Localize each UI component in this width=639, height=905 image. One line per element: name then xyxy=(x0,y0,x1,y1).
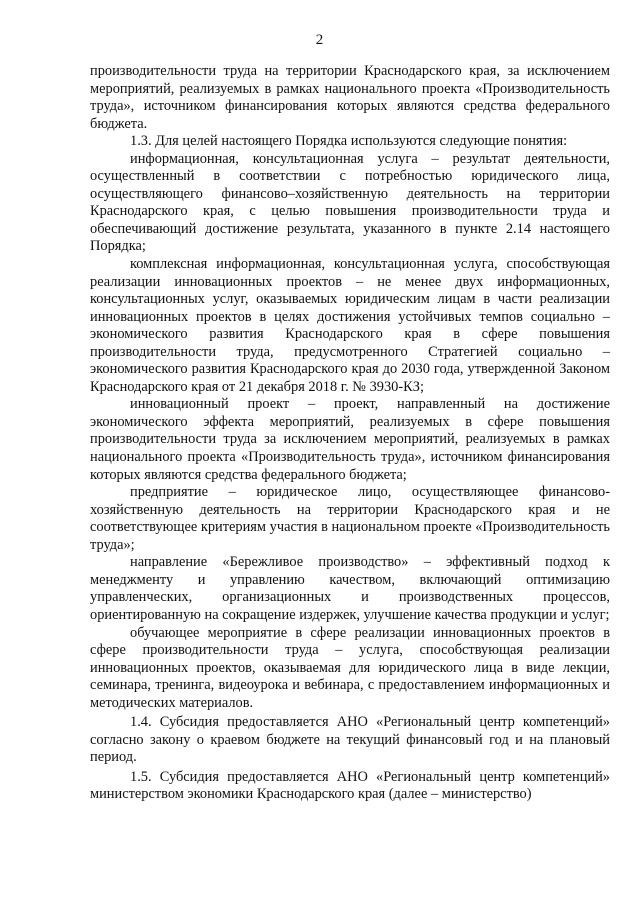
paragraph: производительности труда на территории Краснодарского края, за исключением мероприятий, реализуемых в рамках национального проекта «Производительность труда», источником финансирования которых являются средства федерального бюджета. xyxy=(90,63,610,132)
document-body xyxy=(90,63,610,804)
paragraph: комплексная информационная, консультационная услуга, способствующая реализации инновационных проектов – не менее двух информационных, консультационных услуг, оказываемых юридическим лицам в части реализации инновационных проектов в целях достижения устойчивых темпов социально – экономического развития Краснодарского края в сфере повышения производительности труда, предусмотренного Стратегией социально – экономического развития Краснодарского края до 2030 года, утвержденной Законом Краснодарского края от 21 декабря 2018 г. № 3930-КЗ; xyxy=(90,256,610,395)
paragraph: 1.4. Субсидия предоставляется АНО «Региональный центр компетенций» согласно закону о краевом бюджете на текущий финансовый год и на плановый период. xyxy=(90,714,610,766)
page-number: 2 xyxy=(315,32,324,48)
paragraph: 1.5. Субсидия предоставляется АНО «Региональный центр компетенций» министерством экономики Краснодарского края (далее – министерство) xyxy=(90,768,610,803)
paragraph: 1.3. Для целей настоящего Порядка используются следующие понятия: xyxy=(130,133,568,150)
paragraph: предприятие – юридическое лицо, осуществляющее финансово-хозяйственную деятельность на территории Краснодарского края и не соответствующее критериям участия в национальном проекте «Производительность труда»; xyxy=(90,484,610,553)
paragraph: обучающее мероприятие в сфере реализации инновационных проектов в сфере производительности труда – услуга, способствующая реализации инновационных проектов, оказываемая для юридического лица в виде лекции, семинара, тренинга, видеоурока и вебинара, с предоставлением информационных и методических материалов. xyxy=(90,624,610,711)
paragraph: информационная, консультационная услуга – результат деятельности, осуществленный в соответствии с потребностью юридического лица, осуществляющего финансово–хозяйственную деятельность на территории Краснодарского края, с целью повышения производительности труда и обеспечивающий достижение результата, указанного в пункте 2.14 настоящего Порядка; xyxy=(90,150,610,255)
paragraph: инновационный проект – проект, направленный на достижение экономического эффекта мероприятий, реализуемых в сфере повышения производительности труда за исключением мероприятий, реализуемых в рамках национального проекта «Производительность труда», источником финансирования которых являются средства федерального бюджета; xyxy=(90,396,610,483)
paragraph: направление «Бережливое производство» – эффективный подход к менеджменту и управлению качеством, включающий оптимизацию управленческих, организационных и производственных процессов, ориентированную на сокращение издержек, улучшение качества продукции и услуг; xyxy=(90,554,610,623)
